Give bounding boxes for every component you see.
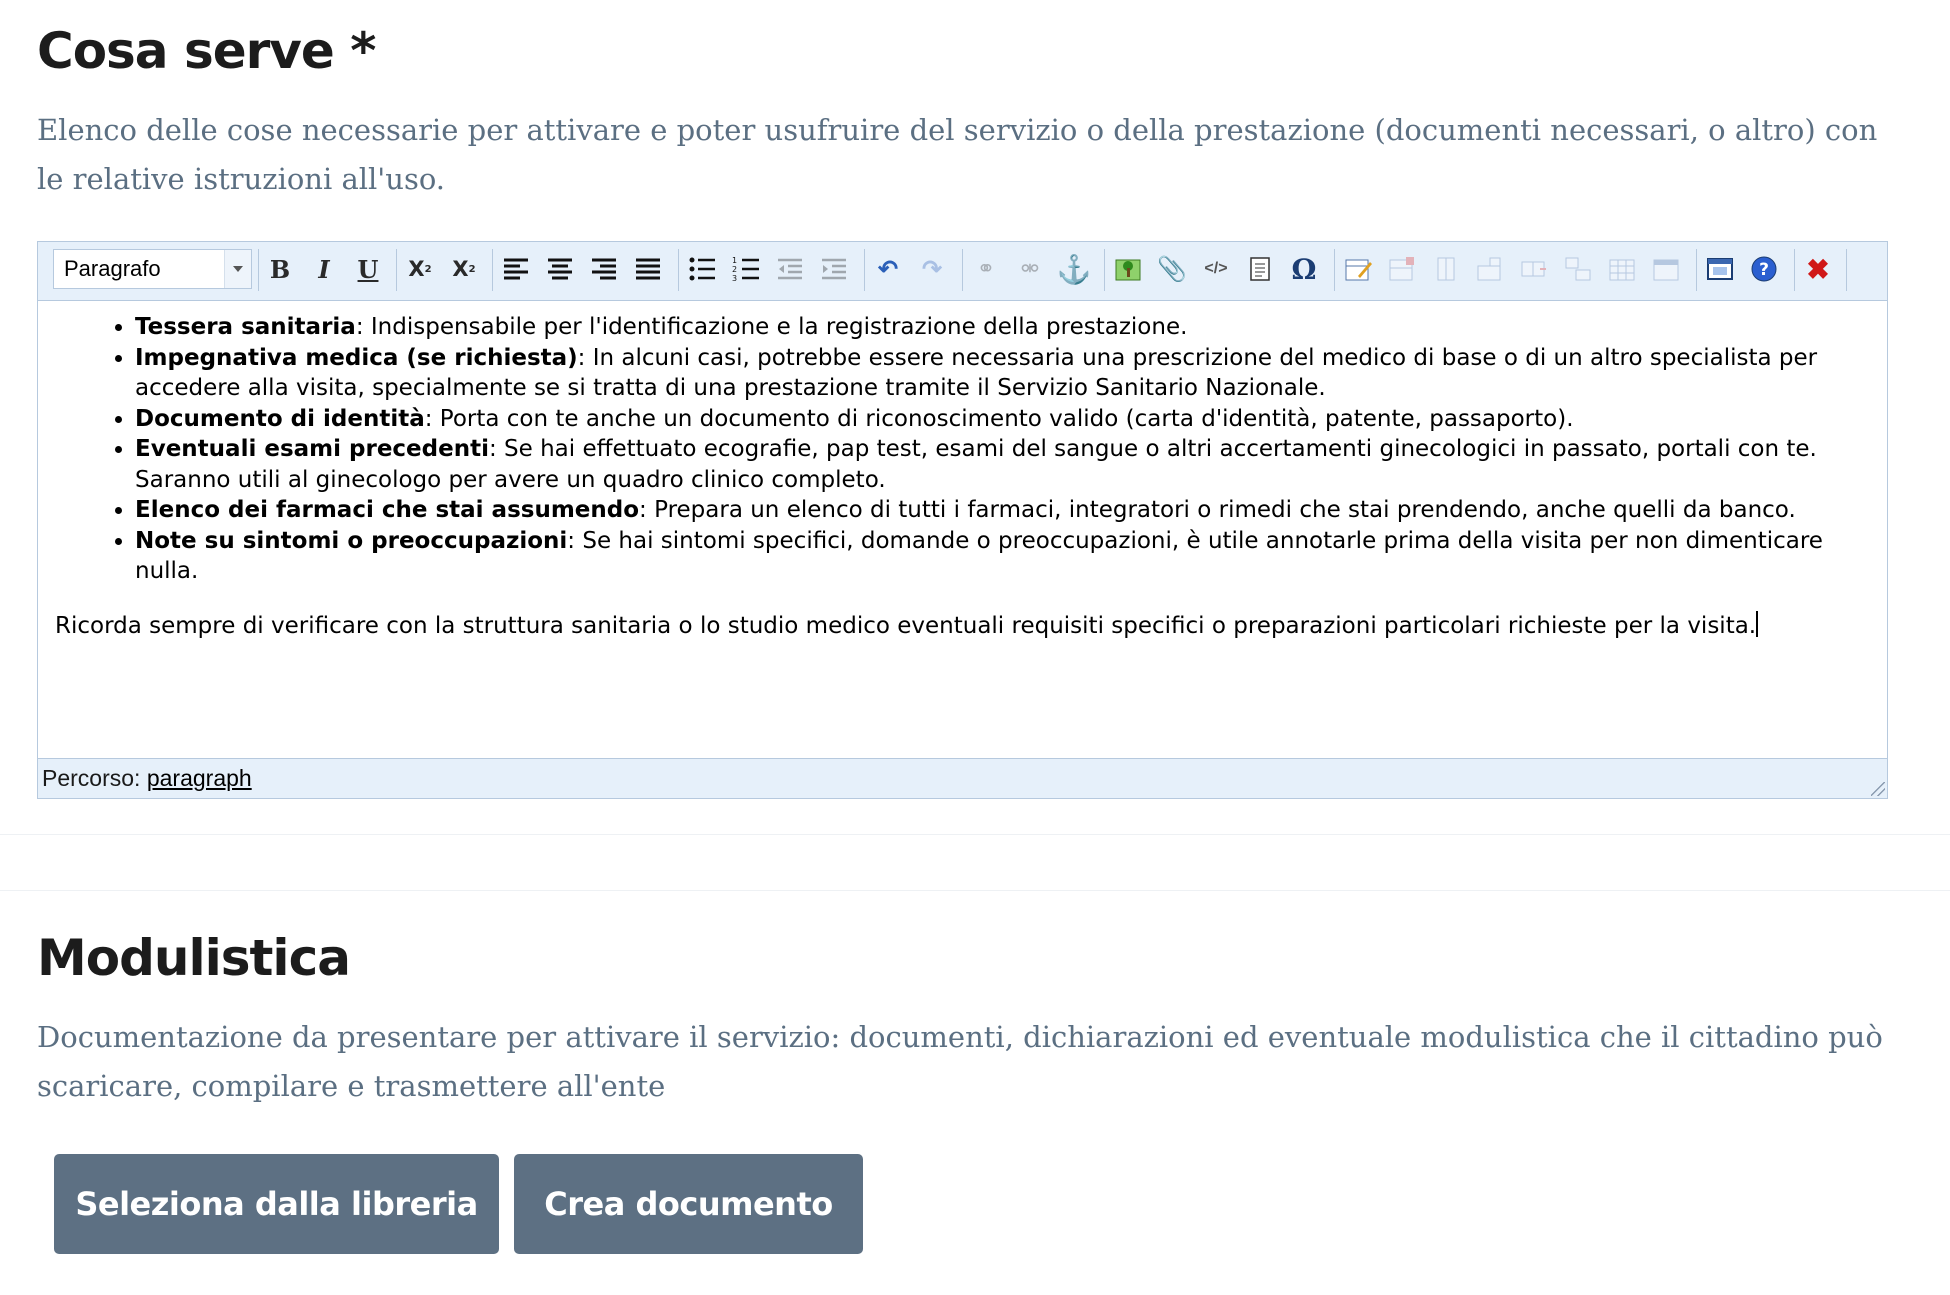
svg-text:3: 3 <box>732 274 738 282</box>
rich-text-editor <box>37 241 1888 799</box>
table-col-icon[interactable] <box>1428 251 1464 287</box>
split-cells-icon[interactable] <box>1516 251 1552 287</box>
item-text: : Se hai effettuato ecografie, pap test, esami del sangue o altri accertamenti ginecologici in passato, portali con te. Saranno utili al ginecologo per avere un quadro clinico completo. <box>135 436 1817 493</box>
unlink-icon[interactable]: ⚮ <box>1020 256 1040 281</box>
redo-icon[interactable]: ↷ <box>921 255 943 283</box>
svg-text:?: ? <box>1759 260 1769 280</box>
table-icon[interactable] <box>1604 251 1640 287</box>
template-icon[interactable] <box>1242 251 1278 287</box>
editor-content[interactable] <box>55 300 1870 754</box>
item-title: Eventuali esami precedenti <box>135 436 489 462</box>
requirements-list <box>55 312 1870 587</box>
underline-icon[interactable]: U <box>357 254 379 284</box>
code-icon[interactable]: </> <box>1204 260 1228 277</box>
merge-cells-icon[interactable] <box>1472 251 1508 287</box>
chevron-down-icon <box>224 250 251 288</box>
path-label-group <box>42 759 252 797</box>
italic-icon[interactable]: I <box>318 254 330 284</box>
subscript-icon[interactable]: X 2 <box>408 257 432 281</box>
list-item <box>135 343 1870 404</box>
table-row-icon[interactable] <box>1384 251 1420 287</box>
table-props-icon[interactable] <box>1648 251 1684 287</box>
closing-paragraph <box>55 611 1870 642</box>
list-item <box>135 312 1870 343</box>
align-left-icon[interactable] <box>498 251 534 287</box>
anchor-icon[interactable]: ⚓ <box>1056 253 1092 285</box>
item-text: : Porta con te anche un documento di riconoscimento valido (carta d'identità, patente, passaporto). <box>424 405 1574 432</box>
item-text: : In alcuni casi, potrebbe essere necessaria una prescrizione del medico di base o di un altro specialista per accedere alla visita, specialmente se si tratta di una prestazione tramite il Servizio Sanitario Nazionale. <box>135 344 1818 401</box>
item-title: Note su sintomi o preoccupazioni <box>135 527 568 554</box>
path-link[interactable]: paragraph <box>146 765 252 791</box>
format-select-value: Paragrafo <box>64 256 161 281</box>
item-title: Tessera sanitaria <box>135 314 356 340</box>
justify-icon[interactable] <box>630 251 666 287</box>
item-title: Impegnativa medica (se richiesta) <box>135 344 578 371</box>
bold-icon[interactable]: B <box>269 254 291 284</box>
link-icon[interactable]: ⚭ <box>976 256 996 281</box>
list-item <box>135 404 1870 435</box>
undo-icon[interactable]: ↶ <box>877 255 899 283</box>
section-description: Elenco delle cose necessarie per attivare e poter usufruire del servizio o della prestazione (documenti necessari, o altro) con le relative istruzioni all'uso. <box>37 113 1878 196</box>
align-right-icon[interactable] <box>586 251 622 287</box>
list-item <box>135 434 1870 495</box>
outdent-icon[interactable] <box>772 251 808 287</box>
numbered-list-icon[interactable] <box>728 251 764 287</box>
attach-icon[interactable]: 📎 <box>1157 255 1187 283</box>
format-select[interactable] <box>53 249 252 289</box>
bullet-list-icon[interactable] <box>684 251 720 287</box>
create-document-button[interactable]: Crea documento <box>514 1154 863 1254</box>
select-from-library-button[interactable]: Seleziona dalla libreria <box>54 1154 499 1254</box>
item-title: Documento di identità <box>135 405 425 432</box>
section-title: Modulistica <box>37 929 350 987</box>
closing-text: Ricorda sempre di verificare con la struttura sanitaria o lo studio medico eventuali requisiti specifici o preparazioni particolari richieste per la visita. <box>55 612 1757 639</box>
indent-icon[interactable] <box>816 251 852 287</box>
edit-table-icon[interactable] <box>1340 251 1376 287</box>
item-title: Elenco dei farmaci che stai assumendo <box>135 497 640 523</box>
cell-props-icon[interactable] <box>1560 251 1596 287</box>
item-text: : Indispensabile per l'identificazione e la registrazione della prestazione. <box>355 314 1188 340</box>
align-center-icon[interactable] <box>542 251 578 287</box>
close-icon[interactable]: ✖ <box>1806 253 1830 285</box>
section-title: Cosa serve * <box>37 22 376 80</box>
list-item <box>135 495 1870 526</box>
path-label: Percorso: <box>42 765 141 791</box>
special-char-icon[interactable]: Ω <box>1291 252 1317 286</box>
editor-toolbar <box>38 242 1887 301</box>
list-item <box>135 526 1870 587</box>
svg-text:1: 1 <box>732 256 738 265</box>
fullscreen-icon[interactable] <box>1702 251 1738 287</box>
image-icon[interactable] <box>1110 251 1146 287</box>
help-icon[interactable] <box>1746 251 1782 287</box>
resize-handle-icon[interactable] <box>1871 782 1885 796</box>
section-description: Documentazione da presentare per attivare il servizio: documenti, dichiarazioni ed eventuale modulistica che il cittadino può scaricare, compilare e trasmettere all'ente <box>37 1020 1883 1103</box>
text-cursor <box>1756 611 1758 637</box>
item-text: : Se hai sintomi specifici, domande o preoccupazioni, è utile annotarle prima della visita per non dimenticare nulla. <box>135 527 1823 584</box>
svg-text:2: 2 <box>732 265 738 274</box>
editor-statusbar <box>38 758 1887 798</box>
item-text: : Prepara un elenco di tutti i farmaci, integratori o rimedi che stai prendendo, anche quelli da banco. <box>639 497 1796 523</box>
superscript-icon[interactable]: X 2 <box>452 257 476 281</box>
